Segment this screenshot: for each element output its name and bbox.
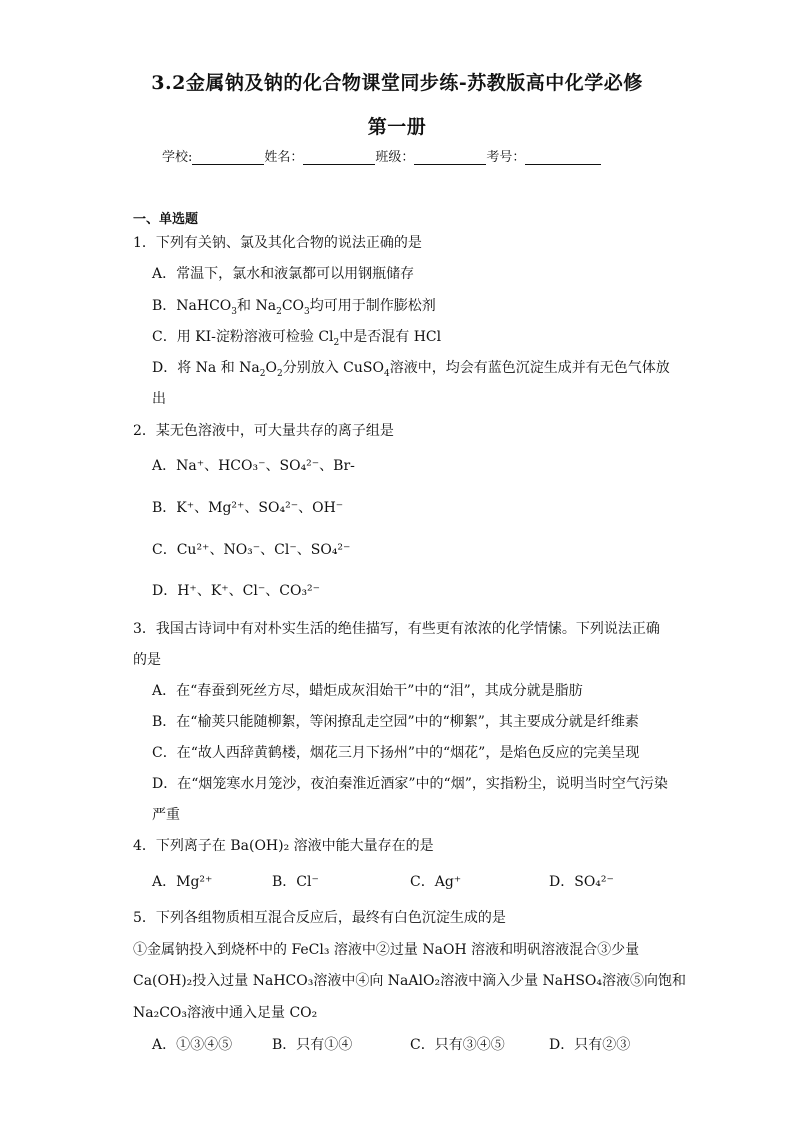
question-5-items-line-2: Ca(OH)₂投入过量 NaHCO₃溶液中④向 NaAlO₂溶液中滴入少量 NaHSO₄溶液⑤向饱和 xyxy=(133,973,686,989)
question-4-option-a: A．Mg²⁺ xyxy=(152,874,213,890)
question-3-stem: 3．我国古诗词中有对朴实生活的绝佳描写，有些更有浓浓的化学情愫。下列说法正确 xyxy=(133,621,660,637)
school-label: 学校: xyxy=(162,150,193,165)
question-4-option-b: B．Cl⁻ xyxy=(272,874,319,890)
question-3-option-a: A．在“春蚕到死丝方尽，蜡炬成灰泪始干”中的“泪”，其成分就是脂肪 xyxy=(152,683,583,699)
question-5-option-d: D．只有②③ xyxy=(549,1037,631,1053)
question-3-option-c: C．在“故人西辞黄鹤楼，烟花三月下扬州”中的“烟花”，是焰色反应的完美呈现 xyxy=(152,745,640,761)
page-title-continued: 第一册 xyxy=(367,116,427,138)
question-1-option-d-continued: 出 xyxy=(152,391,166,407)
question-4-option-c: C．Ag⁺ xyxy=(410,874,462,890)
question-1-option-c: C．用 KI-淀粉溶液可检验 $Cl_2$中是否混有 HCl xyxy=(152,329,442,348)
question-5-stem: 5．下列各组物质相互混合反应后，最终有白色沉淀生成的是 xyxy=(133,910,506,926)
question-3-option-d-continued: 严重 xyxy=(152,807,180,823)
question-5-option-c: C．只有③④⑤ xyxy=(410,1037,505,1053)
question-1-stem: 1．下列有关钠、氯及其化合物的说法正确的是 xyxy=(133,235,422,251)
page-title: 3.2金属钠及钠的化合物课堂同步练-苏教版高中化学必修 xyxy=(151,72,643,94)
question-2-option-b: B．K⁺、Mg²⁺、SO₄²⁻、OH⁻ xyxy=(152,500,344,516)
student-info-row xyxy=(162,146,601,165)
question-4-stem: 4．下列离子在 Ba(OH)₂ 溶液中能大量存在的是 xyxy=(133,838,434,854)
name-label: 姓名： xyxy=(264,150,304,165)
section-heading: 一、单选题 xyxy=(133,212,199,227)
name-blank[interactable] xyxy=(303,150,375,165)
question-2-option-d: D．H⁺、K⁺、Cl⁻、CO₃²⁻ xyxy=(152,583,321,599)
question-4-option-d: D．SO₄²⁻ xyxy=(549,874,614,890)
class-blank[interactable] xyxy=(414,150,486,165)
question-2-option-a: A．Na⁺、HCO₃⁻、SO₄²⁻、Br- xyxy=(152,458,355,474)
school-blank[interactable] xyxy=(192,150,264,165)
question-2-stem: 2．某无色溶液中，可大量共存的离子组是 xyxy=(133,423,394,439)
question-2-option-c: C．Cu²⁺、NO₃⁻、Cl⁻、SO₄²⁻ xyxy=(152,542,351,558)
question-5-items-line-1: ①金属钠投入到烧杯中的 FeCl₃ 溶液中②过量 NaOH 溶液和明矾溶液混合③少量 xyxy=(133,942,640,958)
exam-number-blank[interactable] xyxy=(525,150,601,165)
question-5-option-a: A．①③④⑤ xyxy=(152,1037,233,1053)
question-3-option-d: D．在“烟笼寒水月笼沙，夜泊秦淮近酒家”中的“烟”，实指粉尘，说明当时空气污染 xyxy=(152,776,668,792)
question-5-items-line-3: Na₂CO₃溶液中通入足量 CO₂ xyxy=(133,1005,318,1021)
class-label: 班级： xyxy=(375,150,415,165)
question-1-option-a: A．常温下，氯水和液氯都可以用钢瓶储存 xyxy=(152,266,415,282)
question-1-option-b: B．NaHCO$_3$和 $Na_2CO_3$均可用于制作膨松剂 xyxy=(152,298,436,317)
question-3-option-b: B．在“榆荚只能随柳絮，等闲撩乱走空园”中的“柳絮”，其主要成分就是纤维素 xyxy=(152,714,639,730)
question-1-option-d: D．将 Na 和 $Na_2O_2$分别放入 CuSO$_4$溶液中，均会有蓝色沉淀生成并有无色气体放 xyxy=(152,360,670,379)
exam-number-label: 考号： xyxy=(486,150,526,165)
question-5-option-b: B．只有①④ xyxy=(272,1037,353,1053)
question-3-stem-continued: 的是 xyxy=(133,652,161,668)
